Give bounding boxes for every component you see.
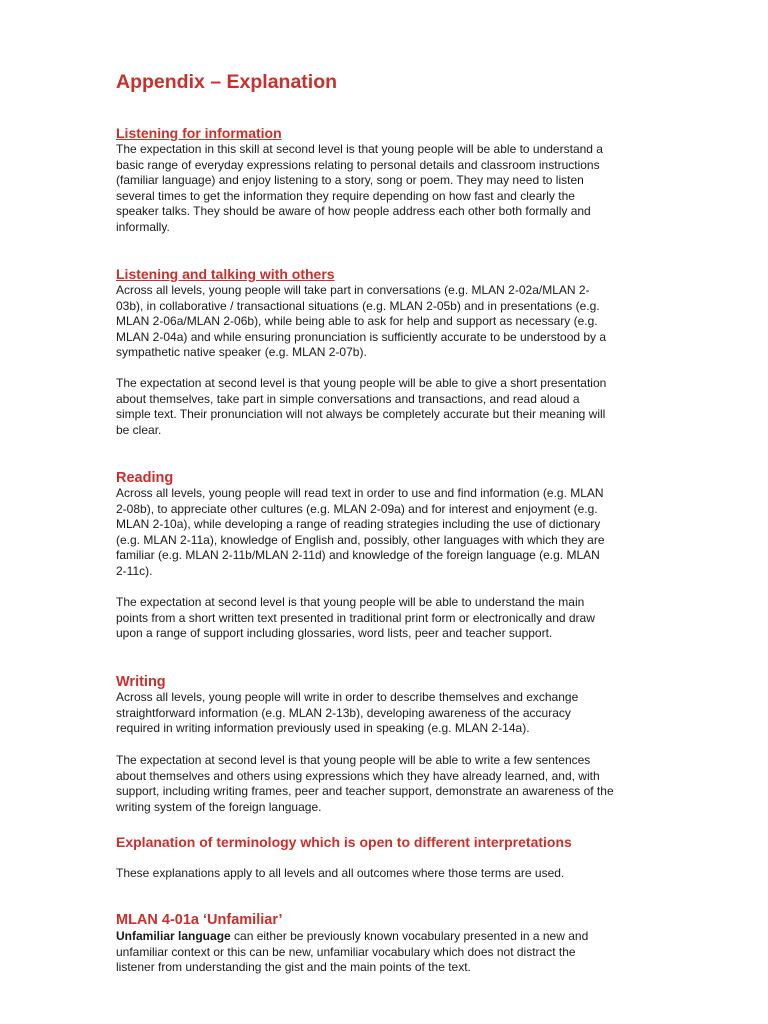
term-unfamiliar-language: Unfamiliar language: [116, 929, 231, 943]
heading-writing: Writing: [116, 674, 166, 690]
heading-listening-for-information: Listening for information: [116, 125, 282, 141]
heading-mlan-unfamiliar: MLAN 4-01a ‘Unfamiliar’: [116, 912, 283, 928]
paragraph-listening-talking-1: Across all levels, young people will take part in conversations (e.g. MLAN 2-02a/MLAN 2- 03b), in collaborative / transactional situations (e.g. MLAN 2-05b) and in presentations (e.g. MLAN 2-06a/MLAN 2-06b), while being able to ask for help and support as necessary (e.g. MLAN 2-04a) and while ensuring pronunciation is sufficiently accurate to be understood by a sympathetic native speaker (e.g. MLAN 2-07b).: [116, 283, 607, 359]
paragraph-terminology: These explanations apply to all levels and all outcomes where those terms are used.: [116, 866, 565, 880]
paragraph-reading-1: Across all levels, young people will read text in order to use and find information (e.g. MLAN 2-08b), to appreciate other cultures (e.g. MLAN 2-09a) and for interest and enjoyment (e.g. MLAN 2-10a), while developing a range of reading strategies including the use of dictionary (e.g. MLAN 2-11a), knowledge of English and, possibly, other languages with which they are familiar (e.g. MLAN 2-11b/MLAN 2-11d) and knowledge of the foreign language (e.g. MLAN 2-11c).: [116, 486, 605, 578]
heading-listening-and-talking: Listening and talking with others: [116, 266, 335, 282]
paragraph-reading-2: The expectation at second level is that young people will be able to understand the main points from a short written text presented in traditional print form or electronically and draw upon a range of support including glossaries, word lists, peer and teacher support.: [116, 595, 595, 640]
paragraph-listening-talking-2: The expectation at second level is that young people will be able to give a short presentation about themselves, take part in simple conversations and transactions, and read aloud a simple text. Their pronunciation will not always be completely accurate but their meaning will be clear.: [116, 376, 607, 437]
paragraph-writing-2: The expectation at second level is that young people will be able to write a few sentences about themselves and others using expressions which they have already learned, and, with support, including writing frames, peer and teacher support, demonstrate an awareness of the writing system of the foreign language.: [116, 753, 614, 814]
heading-terminology: Explanation of terminology which is open to different interpretations: [116, 834, 572, 850]
heading-reading: Reading: [116, 470, 174, 486]
paragraph-unfamiliar: [116, 929, 588, 976]
paragraph-unfamiliar-text: can either be previously known vocabulary presented in a new and unfamiliar context or this can be new, unfamiliar vocabulary which does not distract the listener from understanding the gist and the main points of the text.: [116, 929, 589, 974]
page-title: Appendix – Explanation: [116, 71, 338, 93]
paragraph-writing-1: Across all levels, young people will write in order to describe themselves and exchange straightforward information (e.g. MLAN 2-13b), developing awareness of the accuracy required in writing information previously used in speaking (e.g. MLAN 2-14a).: [116, 690, 579, 735]
paragraph-listening-info: The expectation in this skill at second level is that young people will be able to understand a basic range of everyday expressions relating to personal details and classroom instructions (familiar language) and enjoy listening to a story, song or poem. They may need to listen several times to get the information they require depending on how fast and clearly the speaker talks. They should be aware of how people address each other both formally and informally.: [116, 142, 603, 234]
